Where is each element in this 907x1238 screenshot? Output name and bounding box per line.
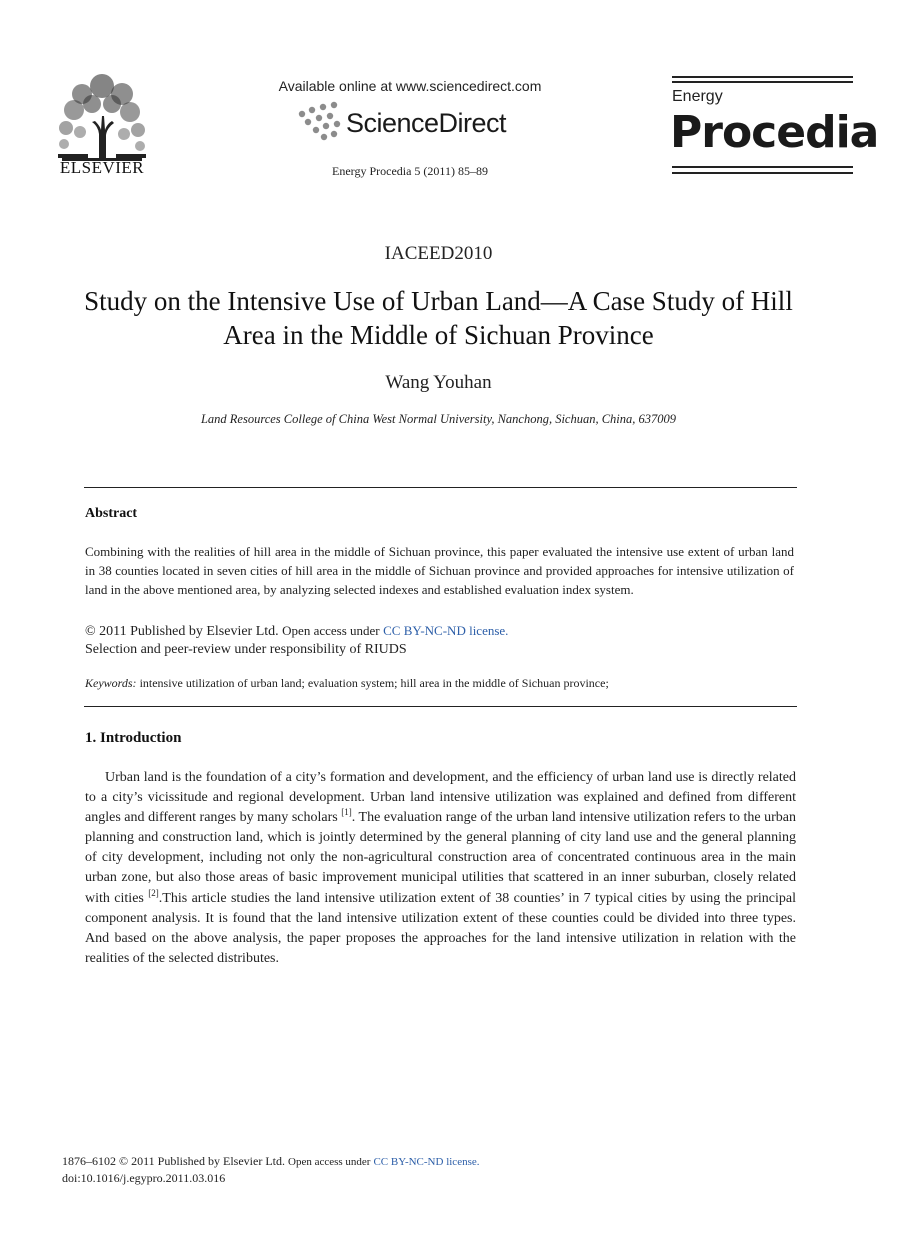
- keywords-label: Keywords:: [85, 676, 137, 690]
- license-link[interactable]: CC BY-NC-ND license.: [383, 623, 509, 638]
- paper-title: Study on the Intensive Use of Urban Land—A Case Study of Hill Area in the Middle of Sichuan Province: [84, 286, 793, 350]
- footer-doi[interactable]: doi:10.1016/j.egypro.2011.03.016: [62, 1171, 226, 1185]
- open-access-text: Open access under: [282, 623, 380, 638]
- intro-text-part-3: .This article studies the land intensive utilization extent of 38 counties’ in 7 typical cities by using the principal component analysis. It is found that the land intensive utilization extent of these counties could be divided into three types. And based on the above analysis, the paper proposes the approaches for the land intensive utilization in relation with the realities of the selected distributes.: [85, 890, 796, 966]
- sciencedirect-wordmark: ScienceDirect: [346, 108, 507, 138]
- available-online-text: Available online at www.sciencedirect.com: [278, 78, 542, 94]
- footer-issn-copyright: 1876–6102 © 2011 Published by Elsevier Ltd.: [62, 1154, 285, 1168]
- masthead-rule-top: [672, 76, 853, 78]
- masthead-rule-bottom: [672, 166, 853, 168]
- abstract-heading: Abstract: [85, 506, 138, 521]
- masthead-rule-top-2: [672, 81, 853, 83]
- journal-name-large: Procedia: [670, 107, 879, 158]
- intro-text-part-2: . The evaluation range of the urban land intensive utilization refers to the urban planning and construction land, which is jointly determined by the general planning of city land use and the general planning of city development, including not only the non-agricultural construction area of concentrated continuous area in the main urban zone, but also those areas of basic improvement municipal utilities that scattered in an inner suburban, closely related with cities: [85, 810, 797, 906]
- journal-reference: Energy Procedia 5 (2011) 85–89: [332, 164, 488, 178]
- citation-2[interactable]: [2]: [148, 887, 159, 898]
- journal-name-small: Energy: [672, 88, 723, 105]
- conference-name: IACEED2010: [384, 243, 493, 264]
- copyright-text: © 2011 Published by Elsevier Ltd.: [85, 624, 279, 639]
- abstract-bottom-divider: [84, 706, 797, 707]
- introduction-paragraph: [85, 768, 796, 969]
- intro-text-part-1: Urban land is the foundation of a city’s formation and development, and the efficiency of urban land use is directly related to a city’s vicissitude and regional development. Urban land intensive utilization was explained and defined from different angles and different ranges by many scholars: [85, 770, 796, 826]
- author-name: Wang Youhan: [385, 372, 492, 393]
- author-affiliation: Land Resources College of China West Normal University, Nanchong, Sichuan, China, 637009: [200, 412, 677, 426]
- masthead-rule-bottom-2: [672, 172, 853, 174]
- copyright-line: [85, 623, 508, 640]
- abstract-text: Combining with the realities of hill area in the middle of Sichuan province, this paper evaluated the intensive use extent of urban land in 38 counties located in seven cities of hill area in the middle of Sichuan province and provided approaches for intensive utilization of land in the above mentioned area, by analyzing selected indexes and established evaluation index system.: [85, 544, 794, 597]
- abstract-top-divider: [84, 487, 797, 488]
- keywords-text: intensive utilization of urban land; evaluation system; hill area in the middle of Sichuan province;: [139, 676, 609, 690]
- peer-review-statement: Selection and peer-review under responsibility of RIUDS: [85, 642, 407, 657]
- keywords-line: [85, 676, 609, 691]
- footer-license-link[interactable]: CC BY-NC-ND license.: [373, 1156, 480, 1168]
- publisher-wordmark: ELSEVIER: [59, 158, 145, 177]
- section-heading-introduction: 1. Introduction: [85, 730, 182, 746]
- footer-open-access: Open access under: [288, 1156, 371, 1168]
- footer-copyright-line: [62, 1154, 480, 1169]
- citation-1[interactable]: [1]: [341, 807, 352, 818]
